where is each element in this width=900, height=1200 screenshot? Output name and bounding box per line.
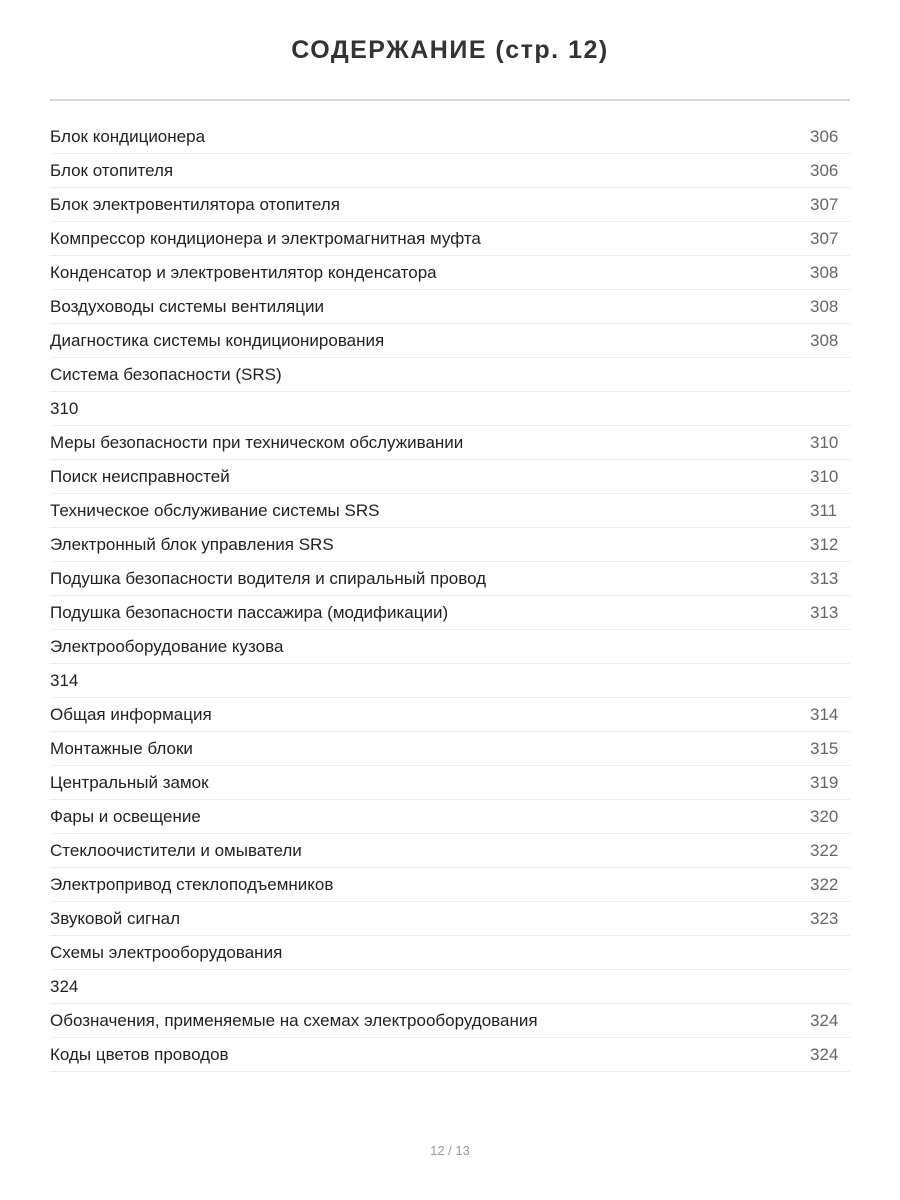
toc-entry-label: Поиск неисправностей xyxy=(50,467,230,486)
page-title: СОДЕРЖАНИЕ (стр. 12) xyxy=(291,36,609,64)
toc-entry-label: Блок отопителя xyxy=(50,161,174,180)
toc-entry-page-number: 308 xyxy=(810,297,839,316)
toc-entry-label: 314 xyxy=(50,671,79,690)
toc-entry-page-number: 306 xyxy=(810,161,839,180)
toc-entry-label: Конденсатор и электровентилятор конденсатора xyxy=(50,263,437,282)
toc-entry[interactable] xyxy=(50,324,850,358)
toc-entry-page-number: 322 xyxy=(810,841,839,860)
toc-entry[interactable] xyxy=(50,222,850,256)
toc-entry-page-number: 314 xyxy=(810,705,839,724)
toc-entry-label: Техническое обслуживание системы SRS xyxy=(50,501,380,520)
toc-entry-page-number: 319 xyxy=(810,773,839,792)
toc-entry-label: Обозначения, применяемые на схемах электрооборудования xyxy=(50,1011,538,1030)
toc-entry[interactable] xyxy=(50,188,850,222)
toc-entry[interactable] xyxy=(50,494,850,528)
toc-entry-label: Электронный блок управления SRS xyxy=(50,535,334,554)
toc-entry[interactable] xyxy=(50,970,850,1004)
toc-entry-label: Воздуховоды системы вентиляции xyxy=(50,297,324,316)
toc-entry-label: Меры безопасности при техническом обслуживании xyxy=(50,433,464,452)
toc-entry-label: Блок кондиционера xyxy=(50,127,206,146)
title-divider xyxy=(50,99,850,101)
toc-entry[interactable] xyxy=(50,426,850,460)
toc-entry-page-number: 315 xyxy=(810,739,839,758)
toc-entry-label: Общая информация xyxy=(50,705,212,724)
toc-entry-page-number: 307 xyxy=(810,229,839,248)
toc-entry-label: Блок электровентилятора отопителя xyxy=(50,195,340,214)
toc-entry-label: 324 xyxy=(50,977,79,996)
toc-entry-label: 310 xyxy=(50,399,79,418)
toc-entry-label: Центральный замок xyxy=(50,773,209,792)
toc-entry-label: Коды цветов проводов xyxy=(50,1045,229,1064)
toc-entry-page-number: 311 xyxy=(810,501,838,520)
toc-entry[interactable] xyxy=(50,902,850,936)
toc-entry-label: Диагностика системы кондиционирования xyxy=(50,331,385,350)
toc-entry-page-number: 313 xyxy=(810,603,839,622)
toc-entry[interactable] xyxy=(50,256,850,290)
page-number: 12 / 13 xyxy=(430,1143,470,1158)
toc-entry-page-number: 320 xyxy=(810,807,839,826)
toc-entry[interactable] xyxy=(50,392,850,426)
toc-entry[interactable] xyxy=(50,834,850,868)
toc-entry-label: Подушка безопасности водителя и спиральный провод xyxy=(50,569,487,588)
toc-entry-page-number: 308 xyxy=(810,263,839,282)
toc-entry[interactable] xyxy=(50,664,850,698)
toc-entry[interactable] xyxy=(50,766,850,800)
toc-entry[interactable] xyxy=(50,120,850,154)
toc-entry-label: Подушка безопасности пассажира (модификации) xyxy=(50,603,449,622)
toc-entry-label: Монтажные блоки xyxy=(50,739,193,758)
toc-entry-label: Электропривод стеклоподъемников xyxy=(50,875,334,894)
toc-entry-page-number: 312 xyxy=(810,535,839,554)
toc-entry-page-number: 306 xyxy=(810,127,839,146)
toc-entry[interactable] xyxy=(50,358,850,392)
toc-entry-page-number: 324 xyxy=(810,1011,839,1030)
toc-entry-page-number: 307 xyxy=(810,195,839,214)
toc-entry-page-number: 323 xyxy=(810,909,839,928)
toc-entry-label: Схемы электрооборудования xyxy=(50,943,283,962)
toc-entry[interactable] xyxy=(50,868,850,902)
toc-entry-label: Система безопасности (SRS) xyxy=(50,365,282,384)
toc-entry[interactable] xyxy=(50,1038,850,1072)
toc-entry-label: Электрооборудование кузова xyxy=(50,637,284,656)
toc-entry-label: Звуковой сигнал xyxy=(50,909,180,928)
toc-entry-label: Компрессор кондиционера и электромагнитная муфта xyxy=(50,229,481,248)
toc-entry[interactable] xyxy=(50,528,850,562)
toc-entry-page-number: 322 xyxy=(810,875,839,894)
toc-entry[interactable] xyxy=(50,562,850,596)
toc-entry[interactable] xyxy=(50,800,850,834)
toc-entry-page-number: 310 xyxy=(810,433,839,452)
toc-entry[interactable] xyxy=(50,596,850,630)
toc-entry[interactable] xyxy=(50,460,850,494)
toc-entry[interactable] xyxy=(50,732,850,766)
toc-entry[interactable] xyxy=(50,154,850,188)
toc-entry[interactable] xyxy=(50,936,850,970)
toc-entry-page-number: 308 xyxy=(810,331,839,350)
toc-entry[interactable] xyxy=(50,630,850,664)
toc-entry-page-number: 324 xyxy=(810,1045,839,1064)
toc-entry-label: Фары и освещение xyxy=(50,807,201,826)
toc-entry[interactable] xyxy=(50,1004,850,1038)
toc-entry-label: Стеклоочистители и омыватели xyxy=(50,841,302,860)
table-of-contents xyxy=(50,120,850,1072)
toc-entry-page-number: 310 xyxy=(810,467,839,486)
toc-entry[interactable] xyxy=(50,698,850,732)
toc-entry-page-number: 313 xyxy=(810,569,839,588)
toc-entry[interactable] xyxy=(50,290,850,324)
